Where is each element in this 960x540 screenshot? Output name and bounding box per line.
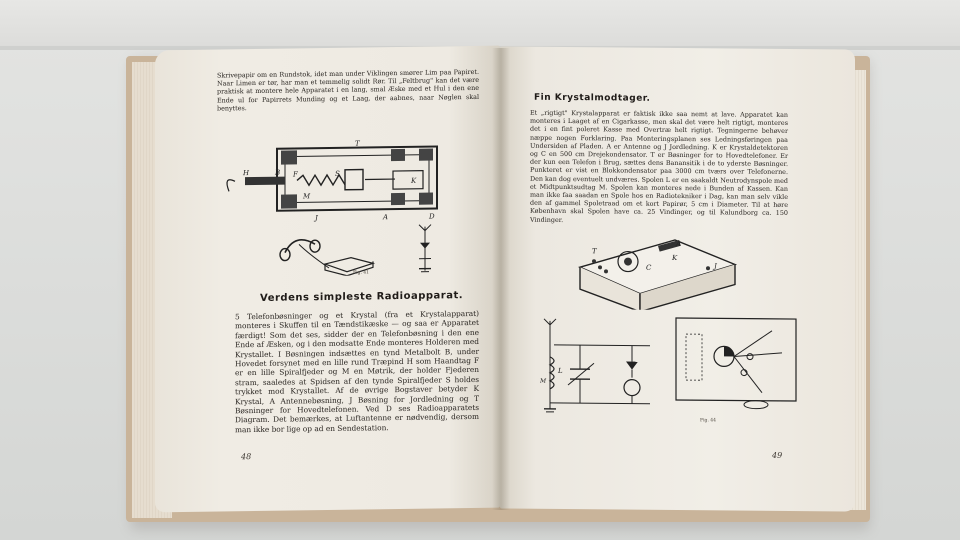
left-fig-label-m: M [303, 192, 311, 201]
right-fig-label-a: A [676, 239, 682, 249]
left-fig-label-t: T [355, 139, 360, 148]
left-fig-label-b: B [275, 168, 281, 177]
right-fig-label-c: C [646, 263, 652, 272]
book-gutter [492, 48, 510, 510]
right-figure-circuit [540, 317, 680, 418]
left-fig-label-k: K [411, 176, 417, 185]
left-figure-matchbox-radio [215, 134, 465, 277]
background-wall [0, 0, 960, 48]
right-page [500, 46, 855, 511]
right-circuit-label-l: L [558, 366, 563, 375]
right-body-text: Et „rigtigt" Krystalapparat er faktisk ikke saa nemt at lave. Apparatet kan monteres i Laaget af en Cigarkasse, men skal det være helt rigtigt, monteres det i en fint poleret Kasse med Overtræ helt rigtigt. Tegningerne behøver næppe nogen Forklaring. Paa Monteringsplanen ses Ledningsføringen paa Undersiden af Pladen. A er Antenne og J Jordledning. K er Krystaldetektoren og C en 500 cm Drejekondensator. T er Bøsninger for to Hovedtelefoner. Er der kun een Telefon i Brug, sættes dens Banansitik i de to yderste Bøsninger. Punkteret er vist en Blokkondensator paa 3000 cm tværs over Telefonerne. Den kan dog eventuelt undværes. Spolen L er en saakaldt Neutrodynspole med et Midtpunktsudtag M. Spolen kan monteres nede i Bunden af Kassen. Kan man ikke faa saadan en Spole hos en Radiotekniker i Dag, kan man selv vikle den af gammel Spoletraad om et kort Papirør, 5 cm i Diameter. Til at høre København skal Spolen have ca. 25 Vindinger, og til Kalundborg ca. 150 Vindinger. [530, 108, 788, 224]
right-figure-wiring-plan [672, 312, 802, 411]
right-heading: Fin Krystalmodtager. [534, 92, 651, 104]
right-fig-label-j: J [714, 262, 717, 271]
left-figure-caption: Fig. 41 [353, 270, 370, 276]
left-fig-label-d: D [429, 212, 435, 221]
right-figure-box [560, 237, 740, 311]
left-fig-label-a: A [383, 213, 389, 222]
left-page-number: 48 [241, 452, 252, 462]
left-fig-label-f: F [293, 170, 298, 179]
left-fig-label-h: H [243, 169, 250, 178]
left-top-paragraph: Skrivepapir om en Rundstok, idet man under Viklingen smører Lim paa Papiret. Naar Limen er tør, har man et temmelig solidt Rør. Til „Feltbrug" kan det være praktisk at montere hele Apparatet i en lang, smal Æske med et Hul i den ene Ende ul for Papirrets Munding og et Laag, der aabnes, naar Nøglen skal benyttes. [217, 67, 479, 113]
right-circuit-label-m: M [540, 377, 547, 385]
right-figure-caption: Fig. 44 [700, 418, 717, 424]
left-fig-label-s: S [335, 169, 340, 178]
left-heading: Verdens simpleste Radioapparat. [260, 290, 464, 304]
right-fig-label-k: K [672, 253, 678, 262]
left-fig-label-j: J [315, 214, 318, 223]
right-page-number: 49 [772, 450, 783, 460]
left-page [155, 46, 500, 513]
right-fig-label-t: T [592, 247, 597, 256]
left-body-text: 5 Telefonbøsninger og et Krystal (fra et Krystalapparat) monteres i Skuffen til en Tændstikæske — og saa er Apparatet færdigt! Som det ses, sidder der en Telefonbøsning i den ene Ende af Æsken, og i den modsatte Ende monteres Holderen med Krystallet. I Bøsningen indsættes en tynd Metalbolt B, under Hovedet forsynet med en lille rund Træpind H som Haandtag F er en lille Spiralfjeder og M en Møtrik, der holder Fjederen stram, saaledes at Spidsen af den tynde Spiralfjeder S holdes trykket mod Krystallet. Af de øvrige Bogstaver betyder K Krystal, A Antennebøsning, J Bøsning for Jordledning og T Bøsninger for Hovedtelefonen. Ved D ses Radioapparatets Diagram. Det bemærkes, at Luftantenne er nødvendig, dersom man ikke bor lige op ad en Sendestation. [235, 308, 479, 435]
